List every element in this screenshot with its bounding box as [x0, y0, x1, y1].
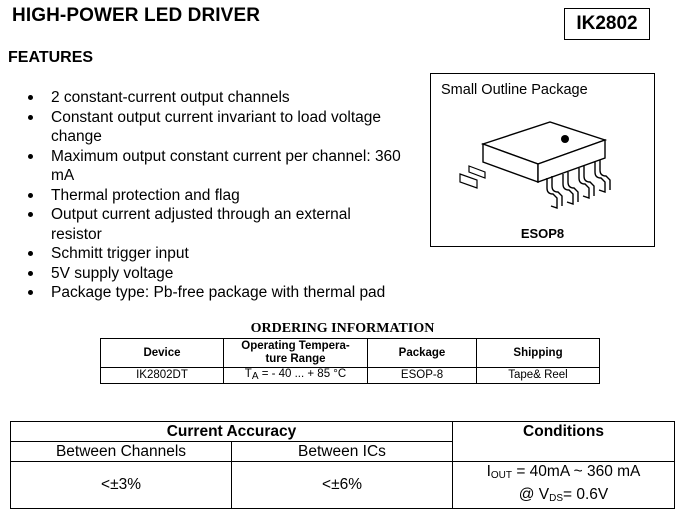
- current-accuracy-heading: Current Accuracy: [11, 422, 453, 442]
- document-title: HIGH-POWER LED DRIVER: [12, 5, 261, 26]
- package-box: [430, 73, 655, 247]
- package-cell: ESOP-8: [368, 368, 477, 384]
- between-ics-label: Between ICs: [232, 442, 453, 462]
- temp-range-cell: $T_A$ = - 40 ... + 85 °C: [224, 368, 368, 384]
- ordering-table: [100, 338, 600, 384]
- features-list: [25, 88, 405, 303]
- feature-item: Maximum output constant current per channel: 360 mA: [25, 147, 405, 186]
- table-header-row: [101, 339, 600, 368]
- part-number: IK2802: [576, 13, 638, 34]
- part-number-box: [564, 8, 650, 40]
- between-channels-label: Between Channels: [11, 442, 232, 462]
- features-heading: FEATURES: [8, 49, 94, 66]
- feature-item: Constant output current invariant to load voltage change: [25, 108, 405, 147]
- channels-accuracy-value: <±3%: [11, 462, 232, 509]
- feature-item: 5V supply voltage: [25, 264, 405, 284]
- feature-item: Output current adjusted through an external resistor: [25, 205, 405, 244]
- table-row: [101, 368, 600, 384]
- ics-accuracy-value: <±6%: [232, 462, 453, 509]
- col-temp-range: Operating Tempera- ture Range: [224, 339, 368, 368]
- package-label: Small Outline Package: [441, 82, 588, 98]
- col-package: Package: [368, 339, 477, 368]
- accuracy-table: [10, 421, 675, 509]
- feature-item: 2 constant-current output channels: [25, 88, 405, 108]
- shipping-cell: Tape& Reel: [477, 368, 600, 384]
- package-name: ESOP8: [520, 226, 565, 241]
- col-shipping: Shipping: [477, 339, 600, 368]
- esop8-package-icon: [455, 102, 630, 222]
- col-device: Device: [101, 339, 224, 368]
- ordering-heading: ORDERING INFORMATION: [250, 321, 435, 336]
- device-cell: IK2802DT: [101, 368, 224, 384]
- feature-item: Schmitt trigger input: [25, 244, 405, 264]
- feature-item: Thermal protection and flag: [25, 186, 405, 206]
- conditions-heading: Conditions: [453, 422, 675, 462]
- feature-item: Package type: Pb-free package with thermal pad: [25, 283, 405, 303]
- conditions-value: $I_{OUT} = 40mA$ ~ 360 mA @ $V_{DS}= 0.6V$: [453, 462, 675, 509]
